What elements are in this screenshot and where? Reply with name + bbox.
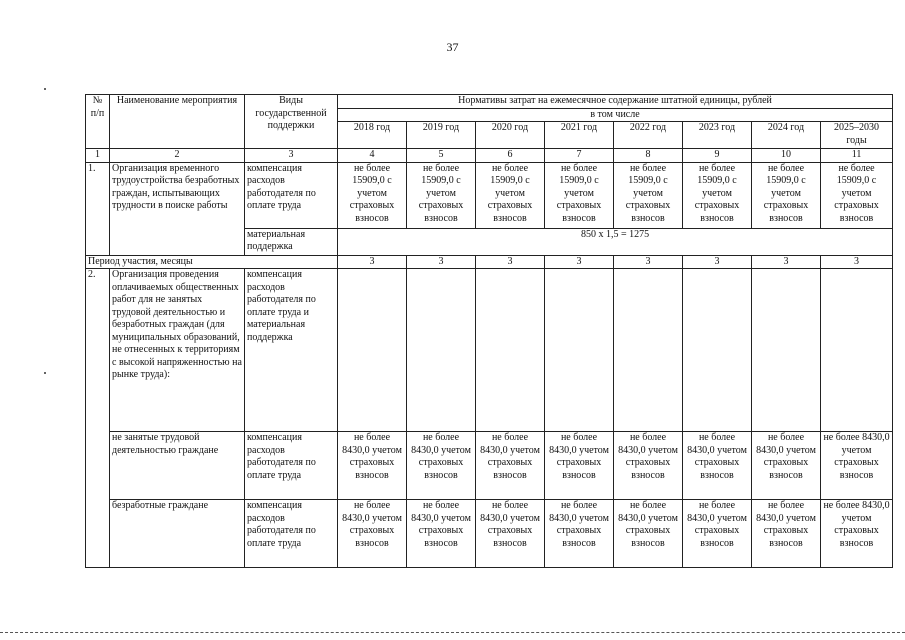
row2-empty-3 bbox=[476, 269, 545, 432]
row2-name: Организация проведения оплачиваемых общественных работ для не занятых трудовой деятельностью и безработных граждан (для муниципальных образований, не отнесенных к территориям с высокой напряженностью на рынке труда): bbox=[110, 269, 245, 432]
header-year-5: 2022 год bbox=[614, 122, 683, 149]
norms-table bbox=[85, 94, 893, 568]
header-norms: Нормативы затрат на ежемесячное содержание штатной единицы, рублей bbox=[338, 95, 893, 109]
row2b-value-3: не более 8430,0 учетом страховых взносов bbox=[476, 500, 545, 568]
header-year-7: 2024 год bbox=[752, 122, 821, 149]
row2a-value-8: не более 8430,0 учетом страховых взносов bbox=[821, 432, 893, 500]
period-value-3: 3 bbox=[476, 255, 545, 269]
header-name: Наименование мероприятия bbox=[110, 95, 245, 149]
column-number-3: 3 bbox=[245, 149, 338, 163]
scan-speck bbox=[44, 372, 46, 374]
row2b-value-4: не более 8430,0 учетом страховых взносов bbox=[545, 500, 614, 568]
header-year-4: 2021 год bbox=[545, 122, 614, 149]
period-label: Период участия, месяцы bbox=[86, 255, 338, 269]
row2-empty-5 bbox=[614, 269, 683, 432]
row1-support-b: материальная поддержка bbox=[245, 228, 338, 255]
row1-value-1: не более 15909,0 с учетом страховых взносов bbox=[338, 162, 407, 228]
header-year-1: 2018 год bbox=[338, 122, 407, 149]
row2-num: 2. bbox=[86, 269, 110, 568]
row1-value-4: не более 15909,0 с учетом страховых взносов bbox=[545, 162, 614, 228]
row2-support: компенсация расходов работодателя по оплате труда и материальная поддержка bbox=[245, 269, 338, 432]
scan-speck bbox=[44, 88, 46, 90]
header-year-8: 2025–2030 годы bbox=[821, 122, 893, 149]
period-value-1: 3 bbox=[338, 255, 407, 269]
column-number-5: 5 bbox=[407, 149, 476, 163]
row1-name: Организация временного трудоустройства безработных граждан, испытывающих трудности в поиске работы bbox=[110, 162, 245, 255]
period-value-6: 3 bbox=[683, 255, 752, 269]
row1-support-a: компенсация расходов работодателя по оплате труда bbox=[245, 162, 338, 228]
row2a-value-1: не более 8430,0 учетом страховых взносов bbox=[338, 432, 407, 500]
row2b-name: безработные граждане bbox=[110, 500, 245, 568]
column-number-6: 6 bbox=[476, 149, 545, 163]
column-number-1: 1 bbox=[86, 149, 110, 163]
column-number-10: 10 bbox=[752, 149, 821, 163]
row2b-value-1: не более 8430,0 учетом страховых взносов bbox=[338, 500, 407, 568]
row1-value-5: не более 15909,0 с учетом страховых взносов bbox=[614, 162, 683, 228]
row2b-value-5: не более 8430,0 учетом страховых взносов bbox=[614, 500, 683, 568]
column-number-7: 7 bbox=[545, 149, 614, 163]
page-number: 37 bbox=[446, 40, 459, 54]
row2b-value-8: не более 8430,0 учетом страховых взносов bbox=[821, 500, 893, 568]
column-number-4: 4 bbox=[338, 149, 407, 163]
row1-value-3: не более 15909,0 с учетом страховых взносов bbox=[476, 162, 545, 228]
period-value-5: 3 bbox=[614, 255, 683, 269]
row2-empty-4 bbox=[545, 269, 614, 432]
header-incl: в том числе bbox=[338, 108, 893, 122]
header-year-3: 2020 год bbox=[476, 122, 545, 149]
header-year-2: 2019 год bbox=[407, 122, 476, 149]
row2a-value-5: не более 8430,0 учетом страховых взносов bbox=[614, 432, 683, 500]
period-value-7: 3 bbox=[752, 255, 821, 269]
row2a-name: не занятые трудовой деятельностью граждане bbox=[110, 432, 245, 500]
period-value-2: 3 bbox=[407, 255, 476, 269]
scan-edge-rule bbox=[0, 632, 905, 633]
column-number-8: 8 bbox=[614, 149, 683, 163]
row2a-value-3: не более 8430,0 учетом страховых взносов bbox=[476, 432, 545, 500]
row2-empty-8 bbox=[821, 269, 893, 432]
row1-value-6: не более 15909,0 с учетом страховых взносов bbox=[683, 162, 752, 228]
period-value-8: 3 bbox=[821, 255, 893, 269]
row1-num: 1. bbox=[86, 162, 110, 255]
row1-value-7: не более 15909,0 с учетом страховых взносов bbox=[752, 162, 821, 228]
row2-empty-6 bbox=[683, 269, 752, 432]
period-value-4: 3 bbox=[545, 255, 614, 269]
header-support: Виды государственной поддержки bbox=[245, 95, 338, 149]
header-year-6: 2023 год bbox=[683, 122, 752, 149]
row2a-value-6: не более 8430,0 учетом страховых взносов bbox=[683, 432, 752, 500]
row2a-value-4: не более 8430,0 учетом страховых взносов bbox=[545, 432, 614, 500]
row2-empty-7 bbox=[752, 269, 821, 432]
row2b-value-7: не более 8430,0 учетом страховых взносов bbox=[752, 500, 821, 568]
column-number-2: 2 bbox=[110, 149, 245, 163]
row1-value-2: не более 15909,0 с учетом страховых взносов bbox=[407, 162, 476, 228]
row2a-value-2: не более 8430,0 учетом страховых взносов bbox=[407, 432, 476, 500]
column-number-11: 11 bbox=[821, 149, 893, 163]
row1-value-b: 850 х 1,5 = 1275 bbox=[338, 228, 893, 255]
column-number-9: 9 bbox=[683, 149, 752, 163]
row2a-value-7: не более 8430,0 учетом страховых взносов bbox=[752, 432, 821, 500]
header-num: № п/п bbox=[86, 95, 110, 149]
row2-empty-2 bbox=[407, 269, 476, 432]
row2b-support: компенсация расходов работодателя по оплате труда bbox=[245, 500, 338, 568]
row2b-value-6: не более 8430,0 учетом страховых взносов bbox=[683, 500, 752, 568]
row2a-support: компенсация расходов работодателя по оплате труда bbox=[245, 432, 338, 500]
row2b-value-2: не более 8430,0 учетом страховых взносов bbox=[407, 500, 476, 568]
row1-value-8: не более 15909,0 с учетом страховых взносов bbox=[821, 162, 893, 228]
row2-empty-1 bbox=[338, 269, 407, 432]
